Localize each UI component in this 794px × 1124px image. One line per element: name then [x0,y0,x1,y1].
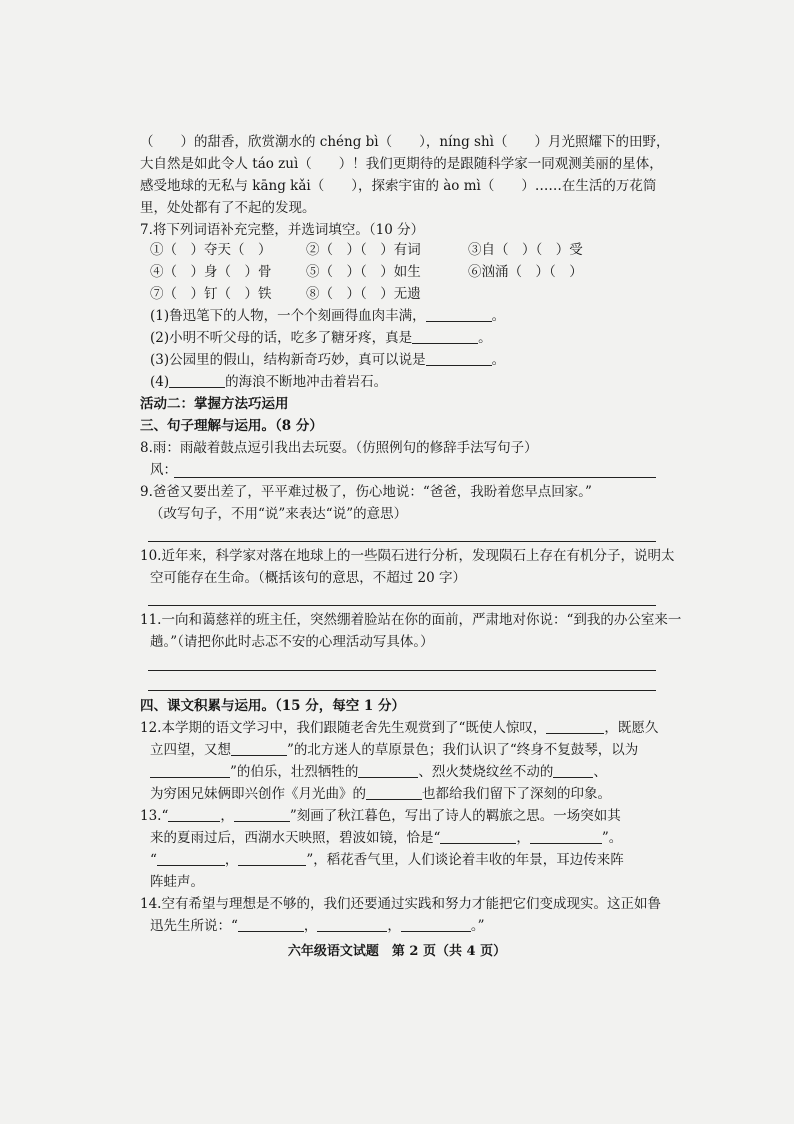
passage-line-4: 里，处处都有了不起的发现。 [140,200,316,216]
question-12-line-2: 立四望，又想 ”的北方迷人的草原景色；我们认识了“终身不复鼓琴，以为 [150,742,639,758]
page-footer: 六年级语文试题 第 2 页（共 4 页） [287,944,507,959]
idiom-item: ⑥汹涌（ ）（ ） [468,264,583,280]
idiom-item: ④（ ）身（ ）骨 [150,264,272,280]
answer-blank[interactable] [530,829,602,844]
answer-line[interactable] [148,541,656,542]
passage-line-3: 感受地球的无私与 kāng kǎi（ ），探索宇宙的 ào mì（ ）……在生活的万花筒 [140,178,657,194]
answer-blank[interactable] [366,785,422,800]
question-13-line-2: 来的夏雨过后，西湖水天映照，碧波如镜，恰是“ ， ”。 [150,830,623,846]
idiom-item: ⑧（ ）（ ）无遗 [306,286,421,302]
question-14-line-1: 14.空有希望与理想是不够的，我们还要通过实践和努力才能把它们变成现实。这正如鲁 [140,896,661,912]
answer-blank[interactable] [553,763,593,778]
question-10-line-2: 空可能存在生命。（概括该句的意思，不超过 20 字） [150,570,467,586]
question-13-line-4: 阵蛙声。 [150,874,204,890]
idiom-item: ③自（ ）（ ）受 [468,242,583,258]
question-12-line-4: 为穷困兄妹俩即兴创作《月光曲》的 也都给我们留下了深刻的印象。 [150,786,611,802]
idiom-item: ②（ ）（ ）有词 [306,242,421,258]
answer-blank[interactable] [150,763,230,778]
section-3-title: 三、句子理解与运用。（8 分） [140,418,323,434]
question-12-line-1: 12.本学期的语文学习中，我们跟随老舍先生观赏到了“既使人惊叹， ，既愿久 [140,720,659,736]
activity-heading: 活动二：掌握方法巧运用 [140,396,289,412]
answer-blank[interactable] [231,741,287,756]
answer-blank[interactable] [234,807,290,822]
question-11-line-2: 趟。”（请把你此时忐忑不安的心理活动写具体。） [150,634,434,650]
idiom-item: ⑦（ ）钉（ ）铁 [150,286,272,302]
answer-blank[interactable] [426,351,492,366]
fill-sentence-3: (3)公园里的假山，结构新奇巧妙，真可以说是 。 [150,352,506,368]
section-4-title: 四、课文积累与运用。（15 分，每空 1 分） [140,698,406,714]
answer-blank[interactable] [412,329,478,344]
answer-blank[interactable] [546,719,604,734]
answer-blank[interactable] [238,851,306,866]
answer-blank[interactable] [168,807,220,822]
question-13-line-3: “ ， ”，稻花香气里，人们谈论着丰收的年景，耳边传来阵 [150,852,624,868]
answer-blank[interactable] [238,917,304,932]
answer-blank[interactable] [358,763,418,778]
question-9-line-2: （改写句子，不用“说”来表达“说”的意思） [150,506,408,522]
question-13-line-1: 13.“ ， ”刻画了秋江暮色，写出了诗人的羁旅之思。一场突如其 [140,808,621,824]
answer-blank[interactable] [426,307,492,322]
fill-sentence-2: (2)小明不听父母的话，吃多了糖牙疼，真是 。 [150,330,492,346]
question-7-title: 7.将下列词语补充完整，并选词填空。（10 分） [140,222,425,238]
answer-blank[interactable] [169,373,225,388]
fill-sentence-4: (4) 的海浪不断地冲击着岩石。 [150,374,388,390]
answer-line[interactable] [148,605,656,606]
fill-sentence-1: (1)鲁迅笔下的人物，一个个刻画得血肉丰满， 。 [150,308,506,324]
answer-blank[interactable] [440,829,516,844]
question-11-line-1: 11.一向和蔼慈祥的班主任，突然绷着脸站在你的面前，严肃地对你说：“到我的办公室来一 [140,612,682,628]
question-9-line-1: 9.爸爸又要出差了，平平难过极了，伤心地说：“爸爸，我盼着您早点回家。” [140,484,592,500]
answer-blank[interactable] [401,917,471,932]
question-8: 8.雨：雨敲着鼓点逗引我出去玩耍。（仿照例句的修辞手法写句子） [140,440,538,456]
idiom-item: ①（ ）夺天（ ） [150,242,272,258]
answer-blank[interactable] [317,917,387,932]
answer-line[interactable] [148,690,656,691]
answer-blank[interactable] [157,851,225,866]
idiom-item: ⑤（ ）（ ）如生 [306,264,421,280]
passage-line-2: 大自然是如此令人 táo zuì（ ）！我们更期待的是跟随科学家一同观测美丽的星体， [140,156,663,172]
question-10-line-1: 10.近年来，科学家对落在地球上的一些陨石进行分析，发现陨石上存在有机分子，说明太 [140,548,675,564]
answer-line[interactable] [148,670,656,671]
question-12-line-3: ”的伯乐，壮烈牺牲的 、烈火焚烧纹丝不动的 、 [150,762,670,782]
question-8-answer-prefix: 风： [150,462,177,478]
passage-line-1: （ ）的甜香，欣赏潮水的 chéng bì（ ），níng shì（ ）月光照耀下的田野， [140,134,670,150]
answer-line[interactable] [174,477,656,478]
question-14-line-2: 迅先生所说：“ ， ， 。” [150,918,485,934]
